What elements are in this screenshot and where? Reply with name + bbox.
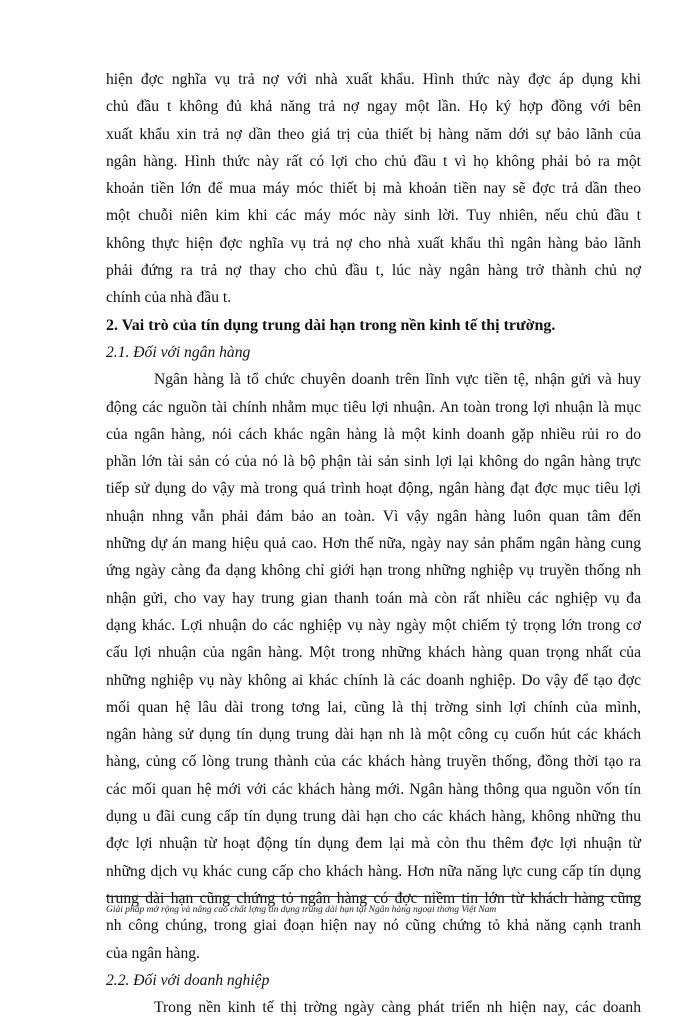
text-line: chính của nhà đầu t. [106, 289, 232, 307]
subsection-heading: 2.1. Đối với ngân hàng [106, 343, 251, 361]
document-body [106, 66, 641, 1021]
text-line: cấu lợi nhuận của ngân hàng. Một trong những khách hàng quan trọng nhất của [106, 644, 641, 662]
text-line: ứng ngày càng đa dạng không chỉ giới hạn trong những nghiệp vụ truyền thống nh [106, 562, 641, 580]
text-line: những nghiệp vụ này không ai khác chính là các doanh nghiệp. Do vậy để tạo đợc [106, 671, 641, 689]
page-footer: Giải pháp mở rộng và nâng cao chất lợng tín dụng trung dài hạn tại Ngân hàng ngoại thơng Việt Nam [106, 905, 497, 915]
text-line: không thực hiện đợc nghĩa vụ trả nợ cho nhà xuất khẩu thì ngân hàng bảo lãnh [106, 234, 641, 252]
paragraph-continuation [106, 66, 641, 312]
paragraph-bank [106, 366, 641, 967]
text-line: một chuỗi niên kim khi các máy móc này sinh lời. Tuy nhiên, nếu chủ đầu t [106, 207, 641, 225]
text-line: của ngân hàng, nói cách khác ngân hàng là một kinh doanh gặp nhiều rủi ro do [106, 425, 641, 443]
footer-divider [106, 896, 641, 897]
text-line: các mối quan hệ mới với các khách hàng mới. Ngân hàng thông qua nguồn vốn tín [106, 780, 641, 798]
text-line: dụng u đãi cung cấp tín dụng trung dài hạn cho các khách hàng, không những thu [106, 808, 641, 826]
text-line: động các nguồn tài chính nhằm mục tiêu lợi nhuận. An toàn trong lợi nhuận là mục [106, 398, 641, 416]
text-line: phần lớn tài sản có của nó là bộ phận tài sản sinh lợi lại không do ngân hàng trực [106, 453, 641, 471]
text-line: của ngân hàng. [106, 944, 200, 962]
text-line: mối quan hệ lâu dài trong tơng lai, cũng là thị trờng sinh lợi chính của mình, [106, 698, 641, 716]
text-line: phải đứng ra trả nợ thay cho chủ đầu t, lúc này ngân hàng trở thành chủ nợ [106, 262, 641, 280]
text-line: nhận gửi, cho vay hay trung gian thanh toán mà còn rất nhiều các nghiệp vụ đa [106, 589, 641, 607]
subsection-heading: 2.2. Đối với doanh nghiệp [106, 971, 270, 989]
paragraph-enterprise [106, 994, 641, 1021]
text-line: Ngân hàng là tổ chức chuyên doanh trên lĩnh vực tiền tệ, nhận gửi và huy [154, 371, 641, 389]
text-line: nh công chúng, trong giai đoạn hiện nay nó cũng chứng tỏ khả năng cạnh tranh [106, 917, 641, 935]
text-line: đợc lợi nhuận từ hoạt động tín dụng đem lại mà còn thu thêm đợc lợi nhuận từ [106, 835, 641, 853]
text-line: nhuận nhng vẫn phải đảm bảo an toàn. Vì vậy ngân hàng luôn quan tâm đến [106, 507, 641, 525]
text-line: dạng khác. Lợi nhuận do các nghiệp vụ này ngày một chiếm tỷ trọng lớn trong cơ [106, 616, 641, 634]
text-line: Trong nền kinh tế thị trờng ngày càng phát triển nh hiện nay, các doanh [154, 999, 641, 1017]
text-line: ngân hàng sử dụng tín dụng trung dài hạn nh là một công cụ cuốn hút các khách [106, 726, 641, 744]
text-line: tiếp sử dụng do vậy mà trong quá trình hoạt động, ngân hàng đạt đợc mục tiêu lợi [106, 480, 641, 498]
text-line: chủ đầu t không đủ khả năng trả nợ ngay một lần. Họ ký hợp đồng với bên [106, 98, 641, 116]
text-line: trung dài hạn cũng chứng tỏ ngân hàng có đợc niềm tin lớn từ khách hàng cũng [106, 889, 641, 907]
text-line: những dự án mang hiệu quả cao. Hơn thế nữa, ngày nay sản phẩm ngân hàng cung [106, 535, 641, 553]
text-line: xuất khẩu xin trả nợ dần theo giá trị của thiết bị hàng năm dới sự bảo lãnh của [106, 125, 641, 143]
text-line: những dịch vụ khác cung cấp cho khách hàng. Hơn nữa năng lực cung cấp tín dụng [106, 862, 641, 880]
text-line: ngân hàng. Hình thức này rất có lợi cho chủ đầu t vì họ không phải bỏ ra một [106, 152, 641, 170]
text-line: hiện đợc nghĩa vụ trả nợ với nhà xuất khẩu. Hình thức này đợc áp dụng khi [106, 71, 641, 88]
text-line: khoản tiền lớn để mua máy móc thiết bị mà khoản tiền nay sẽ đợc trả dần theo [106, 180, 641, 198]
text-line: hàng, củng cố lòng trung thành của các khách hàng truyền thống, đồng thời tạo ra [106, 753, 641, 771]
section-heading: 2. Vai trò của tín dụng trung dài hạn trong nền kinh tế thị trường. [106, 316, 556, 334]
